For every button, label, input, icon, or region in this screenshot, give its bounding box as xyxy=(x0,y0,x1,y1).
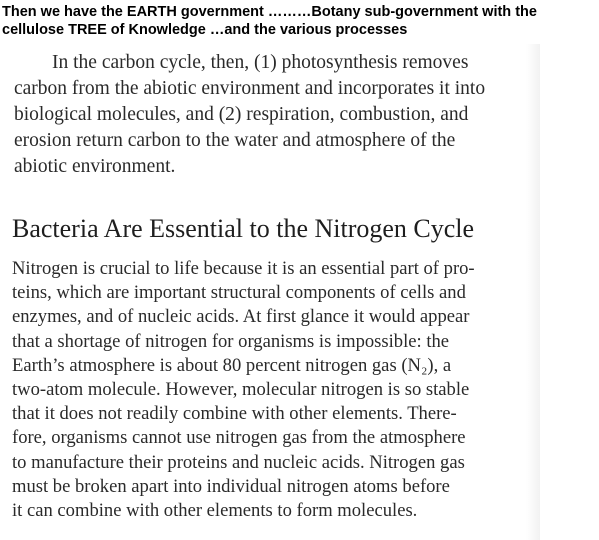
paragraph-line: must be broken apart into individual nitrogen atoms before xyxy=(12,475,450,497)
paragraph-line: that it does not readily combine with other elements. There- xyxy=(12,403,457,425)
paragraph-line: Nitrogen is crucial to life because it is an essential part of pro- xyxy=(12,258,475,279)
paragraph-line: teins, which are important structural components of cells and xyxy=(12,282,466,304)
paragraph-line: In the carbon cycle, then, (1) photosynthesis removes xyxy=(52,52,469,73)
caption xyxy=(2,3,599,39)
caption-line-1: Then we have the EARTH government ………Botany sub-government with the xyxy=(2,4,537,20)
paragraph-line: fore, organisms cannot use nitrogen gas from the atmosphere xyxy=(12,427,466,449)
paragraph-line: that a shortage of nitrogen for organisms is impossible: the xyxy=(12,330,450,352)
carbon-cycle-paragraph xyxy=(14,50,534,180)
paragraph-line: biological molecules, and (2) respiration, combustion, and xyxy=(14,104,469,125)
paragraph-line: two-atom molecule. However, molecular nitrogen is so stable xyxy=(12,379,470,401)
paragraph-line: erosion return carbon to the water and atmosphere of the xyxy=(14,130,456,151)
paragraph-line: abiotic environment. xyxy=(14,156,176,177)
scanned-textbook-page xyxy=(0,44,540,540)
caption-line-2: cellulose TREE of Knowledge …and the various processes xyxy=(2,22,408,38)
paragraph-line: enzymes, and of nucleic acids. At first glance it would appear xyxy=(12,306,470,328)
paragraph-line: Earth’s atmosphere is about 80 percent nitrogen gas (N₂), a xyxy=(12,354,452,376)
paragraph-line: carbon from the abiotic environment and incorporates it into xyxy=(14,78,486,99)
paragraph-line: to manufacture their proteins and nucleic acids. Nitrogen gas xyxy=(12,451,465,473)
paragraph-line: it can combine with other elements to form molecules. xyxy=(12,500,418,522)
nitrogen-paragraph xyxy=(12,257,537,523)
section-heading: Bacteria Are Essential to the Nitrogen Cycle xyxy=(12,214,475,243)
